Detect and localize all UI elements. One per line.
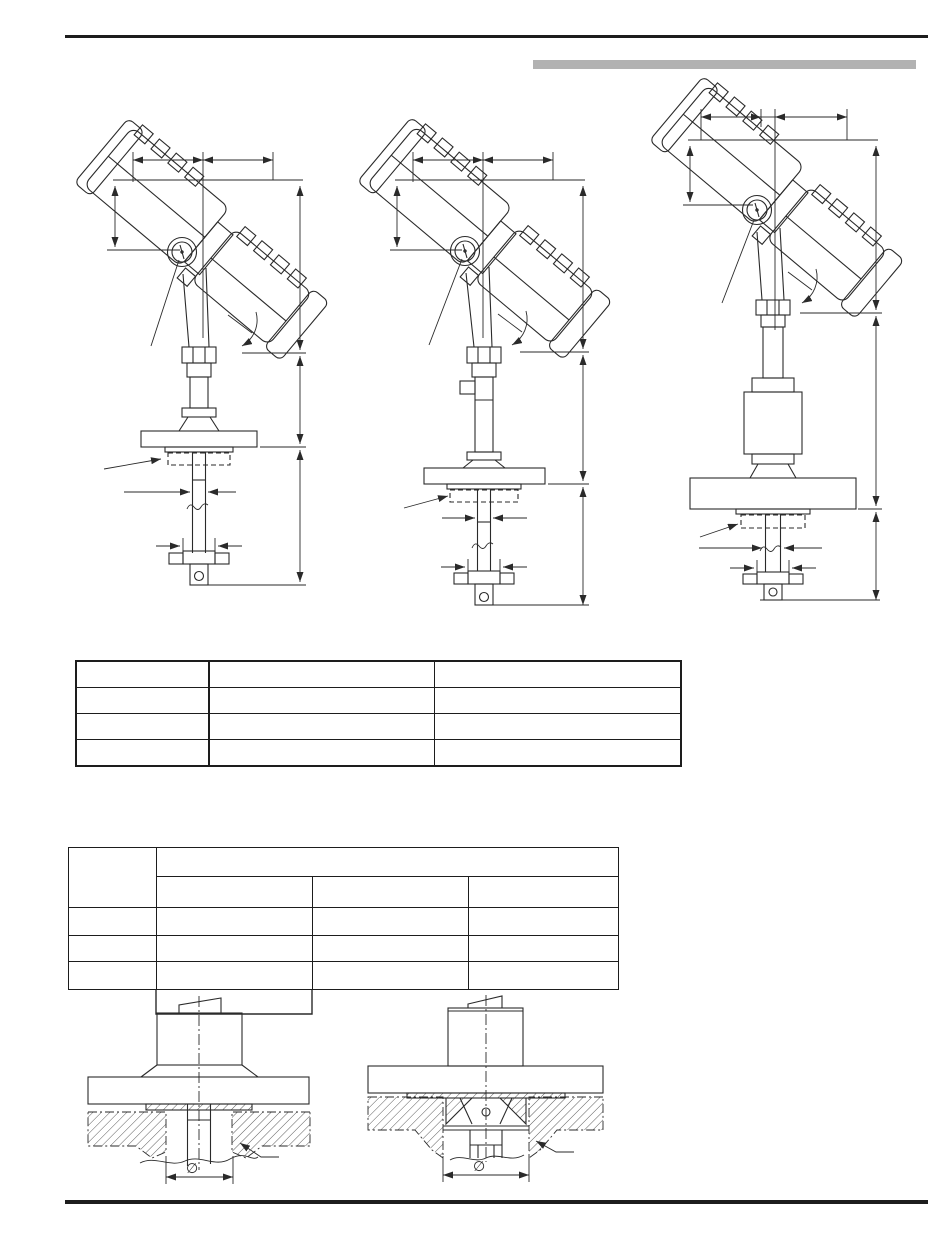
table-subheader-cell bbox=[157, 877, 313, 908]
table-row bbox=[69, 936, 619, 962]
process-flange bbox=[424, 468, 545, 484]
neck bbox=[466, 267, 492, 347]
table-row bbox=[69, 848, 619, 877]
electronics-housing bbox=[645, 73, 914, 321]
table-cell bbox=[157, 908, 313, 936]
hex-nut bbox=[467, 347, 501, 363]
adapter-body bbox=[157, 1013, 242, 1065]
table-cell bbox=[76, 714, 209, 740]
table-cell bbox=[434, 661, 681, 688]
display-leader-line bbox=[151, 260, 179, 346]
gasket-dashed-outline bbox=[168, 453, 230, 465]
extended-body bbox=[744, 392, 802, 454]
table-row bbox=[69, 962, 619, 990]
table-cell bbox=[209, 740, 434, 767]
table-header-cell bbox=[157, 848, 619, 877]
gasket-leader-line bbox=[700, 524, 738, 537]
figure-mount-threaded bbox=[88, 996, 310, 1184]
tank-wall-section bbox=[368, 1097, 443, 1158]
table-cell bbox=[313, 936, 469, 962]
table-cell bbox=[76, 688, 209, 714]
figure-right-unit bbox=[645, 73, 914, 600]
table-subheader-cell bbox=[469, 877, 619, 908]
table-cell bbox=[469, 962, 619, 990]
gasket bbox=[146, 1104, 252, 1110]
adapter-body bbox=[448, 1008, 523, 1066]
table-subheader-cell bbox=[313, 877, 469, 908]
table-row bbox=[76, 740, 681, 767]
diameter-symbol: ∅ bbox=[473, 1159, 486, 1175]
figure-left-unit bbox=[70, 115, 339, 585]
table-corner-cell bbox=[69, 848, 157, 908]
fork-probe bbox=[169, 452, 229, 585]
weld-boss-section bbox=[446, 1098, 472, 1124]
dimensions-table-2 bbox=[68, 847, 619, 990]
flange bbox=[368, 1066, 603, 1093]
electronics-housing bbox=[353, 114, 622, 362]
table-cell bbox=[76, 661, 209, 688]
tank-wall-section bbox=[88, 1112, 166, 1158]
tank-wall-section bbox=[529, 1097, 603, 1158]
weld-boss-section bbox=[500, 1098, 526, 1124]
display-leader-line bbox=[429, 259, 462, 345]
table-cell bbox=[209, 688, 434, 714]
break-symbol bbox=[187, 504, 208, 510]
table-row bbox=[76, 661, 681, 688]
figure-middle-unit bbox=[353, 114, 622, 605]
table-cell bbox=[157, 962, 313, 990]
hex-nut bbox=[756, 300, 790, 315]
table-row bbox=[76, 714, 681, 740]
gasket-leader-line bbox=[404, 496, 448, 508]
table-cell bbox=[157, 936, 313, 962]
bore-diameter-dimension bbox=[443, 1141, 574, 1182]
process-flange bbox=[690, 478, 856, 509]
gasket-dashed-outline bbox=[741, 515, 805, 528]
break-symbol bbox=[760, 546, 781, 552]
fork-probe bbox=[454, 489, 514, 605]
table-cell bbox=[313, 962, 469, 990]
table-cell bbox=[434, 714, 681, 740]
tank-wall-section bbox=[232, 1112, 310, 1158]
table-cell bbox=[469, 936, 619, 962]
diameter-symbol: ∅ bbox=[186, 1161, 199, 1177]
table-cell bbox=[209, 661, 434, 688]
neck bbox=[183, 268, 209, 347]
extension-tube bbox=[763, 327, 783, 378]
neck bbox=[757, 228, 784, 300]
extension-tube bbox=[475, 377, 493, 452]
bore-diameter-dimension bbox=[166, 1143, 279, 1184]
table-cell bbox=[69, 962, 157, 990]
dimensions-table-1 bbox=[75, 660, 682, 767]
table-cell bbox=[313, 908, 469, 936]
table-cell bbox=[76, 740, 209, 767]
gasket-dashed-outline bbox=[450, 490, 518, 502]
dimension-lines bbox=[390, 152, 589, 605]
table-row bbox=[76, 688, 681, 714]
table-cell bbox=[69, 908, 157, 936]
gasket-leader-line bbox=[104, 459, 161, 469]
display-leader-line bbox=[722, 220, 754, 303]
break-symbol bbox=[472, 543, 493, 549]
table-cell bbox=[69, 936, 157, 962]
fork-probe bbox=[743, 514, 803, 600]
table-cell bbox=[434, 688, 681, 714]
figure-mount-short-fork bbox=[368, 995, 603, 1182]
break-symbol bbox=[450, 1155, 524, 1160]
process-flange bbox=[141, 431, 257, 447]
table-cell bbox=[434, 740, 681, 767]
side-tag bbox=[460, 381, 475, 394]
hex-nut bbox=[182, 347, 216, 363]
table-row bbox=[69, 908, 619, 936]
table-cell bbox=[469, 908, 619, 936]
table-cell bbox=[209, 714, 434, 740]
flange bbox=[88, 1077, 309, 1104]
electronics-housing bbox=[70, 115, 339, 363]
